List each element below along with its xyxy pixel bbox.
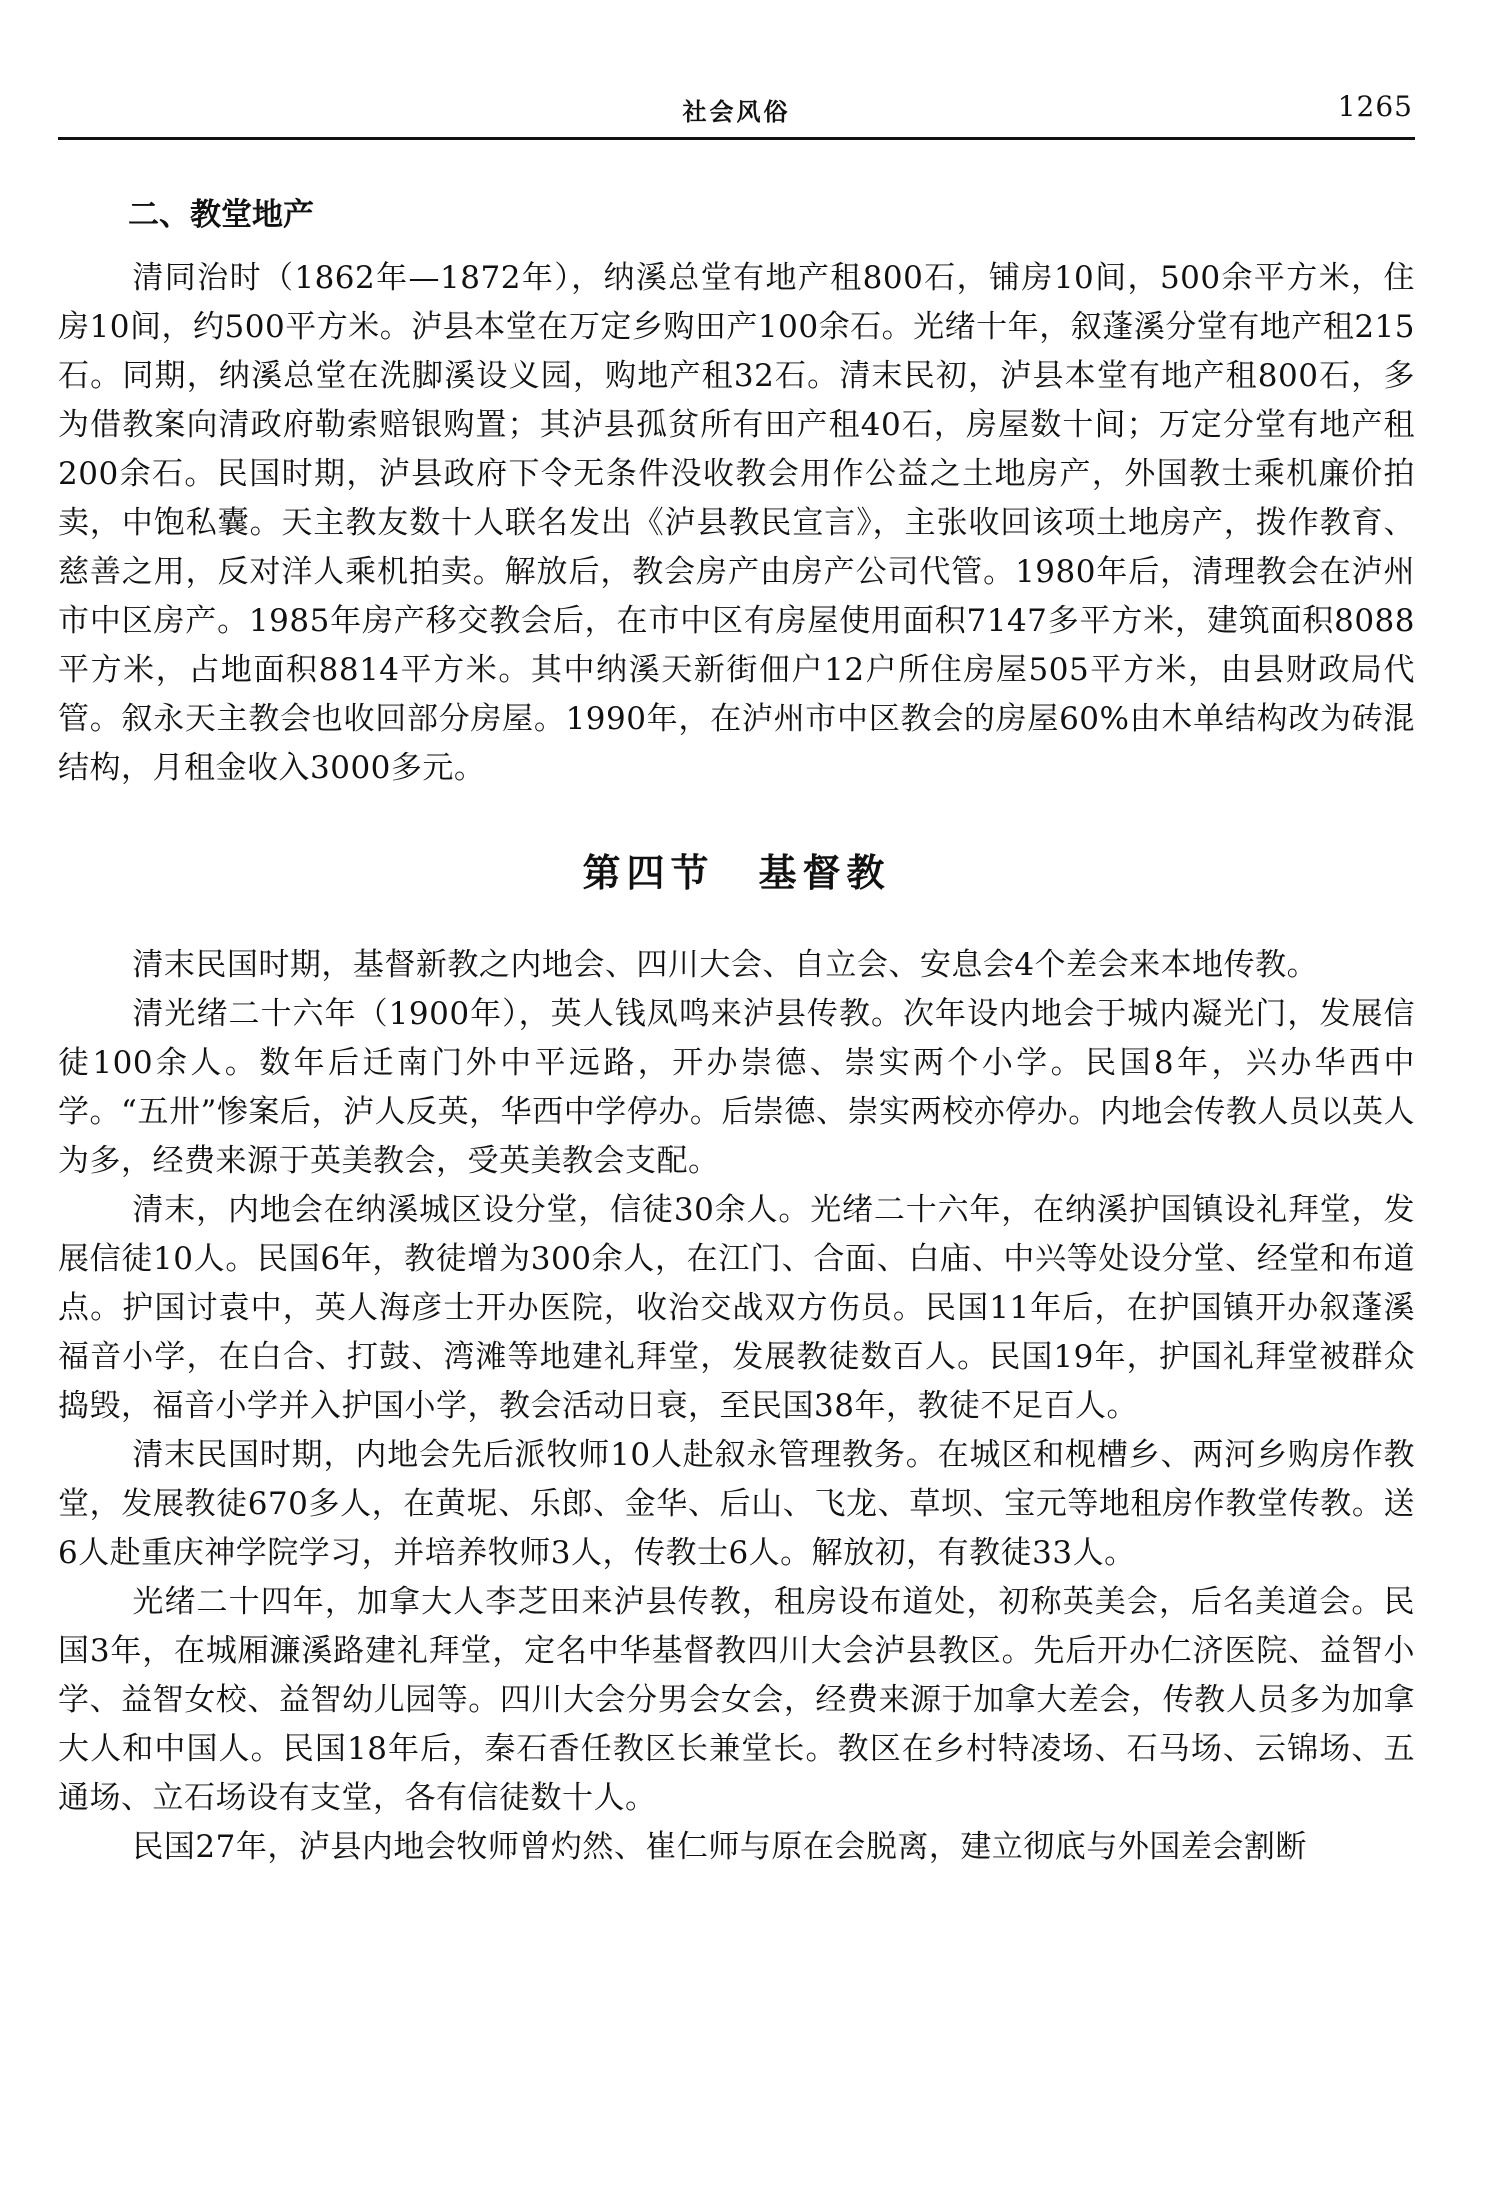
paragraph: 清末民国时期，内地会先后派牧师10人赴叙永管理教务。在城区和枧槽乡、两河乡购房作教堂，发展教徒670多人，在黄坭、乐郎、金华、后山、飞龙、草坝、宝元等地租房作教堂传教。送6人赴重庆神学院学习，并培养牧师3人，传教士6人。解放初，有教徒33人。: [58, 1437, 1415, 1571]
paragraph: 清末民国时期，基督新教之内地会、四川大会、自立会、安息会4个差会来本地传教。: [132, 947, 1319, 983]
paragraph: 民国27年，泸县内地会牧师曾灼然、崔仁师与原在会脱离，建立彻底与外国差会割断: [132, 1829, 1307, 1865]
subsection-church-property: [58, 190, 1415, 793]
paragraph: 清同治时（1862年—1872年），纳溪总堂有地产租800石，铺房10间，500余平方米，住房10间，约500平方米。泸县本堂在万定乡购田产100余石。光绪十年，叙蓬溪分堂有地产租215石。同期，纳溪总堂在洗脚溪设义园，购地产租32石。清末民初，泸县本堂有地产租800石，多为借教案向清政府勒索赔银购置；其泸县孤贫所有田产租40石，房屋数十间；万定分堂有地产租200余石。民国时期，泸县政府下令无条件没收教会用作公益之土地房产，外国教士乘机廉价拍卖，中饱私囊。天主教友数十人联名发出《泸县教民宣言》，主张收回该项土地房产，拨作教育、慈善之用，反对洋人乘机拍卖。解放后，教会房产由房产公司代管。1980年后，清理教会在泸州市中区房产。1985年房产移交教会后，在市中区有房屋使用面积7147多平方米，建筑面积8088平方米，占地面积8814平方米。其中纳溪天新街佃户12户所住房屋505平方米，由县财政局代管。叙永天主教会也收回部分房屋。1990年，在泸州市中区教会的房屋60%由木单结构改为砖混结构，月租金收入3000多元。: [58, 260, 1415, 786]
subsection-heading: 二、教堂地产: [128, 197, 314, 233]
running-header: [58, 88, 1415, 134]
section-title: 第四节 基督教: [582, 850, 891, 895]
paragraph: 清光绪二十六年（1900年），英人钱凤鸣来泸县传教。次年设内地会于城内凝光门，发展信徒100余人。数年后迁南门外中平远路，开办崇德、崇实两个小学。民国8年，兴办华西中学。“五卅”惨案后，泸人反英，华西中学停办。后崇德、崇实两校亦停办。内地会传教人员以英人为多，经费来源于英美教会，受英美教会支配。: [58, 996, 1415, 1179]
header-rule: [58, 137, 1415, 140]
header-title: 社会风俗: [682, 98, 791, 126]
page-number: 1265: [1337, 90, 1413, 123]
section-christianity: [58, 845, 1415, 1872]
paragraph: 光绪二十四年，加拿大人李芝田来泸县传教，租房设布道处，初称英美会，后名美道会。民国3年，在城厢濂溪路建礼拜堂，定名中华基督教四川大会泸县教区。先后开办仁济医院、益智小学、益智女校、益智幼儿园等。四川大会分男会女会，经费来源于加拿大差会，传教人员多为加拿大人和中国人。民国18年后，秦石香任教区长兼堂长。教区在乡村特凌场、石马场、云锦场、五通场、立石场设有支堂，各有信徒数十人。: [58, 1584, 1415, 1816]
page-body: [58, 190, 1415, 1872]
paragraph: 清末，内地会在纳溪城区设分堂，信徒30余人。光绪二十六年，在纳溪护国镇设礼拜堂，发展信徒10人。民国6年，教徒增为300余人，在江门、合面、白庙、中兴等处设分堂、经堂和布道点。护国讨袁中，英人海彦士开办医院，收治交战双方伤员。民国11年后，在护国镇开办叙蓬溪福音小学，在白合、打鼓、湾滩等地建礼拜堂，发展教徒数百人。民国19年，护国礼拜堂被群众捣毁，福音小学并入护国小学，教会活动日衰，至民国38年，教徒不足百人。: [58, 1192, 1415, 1424]
